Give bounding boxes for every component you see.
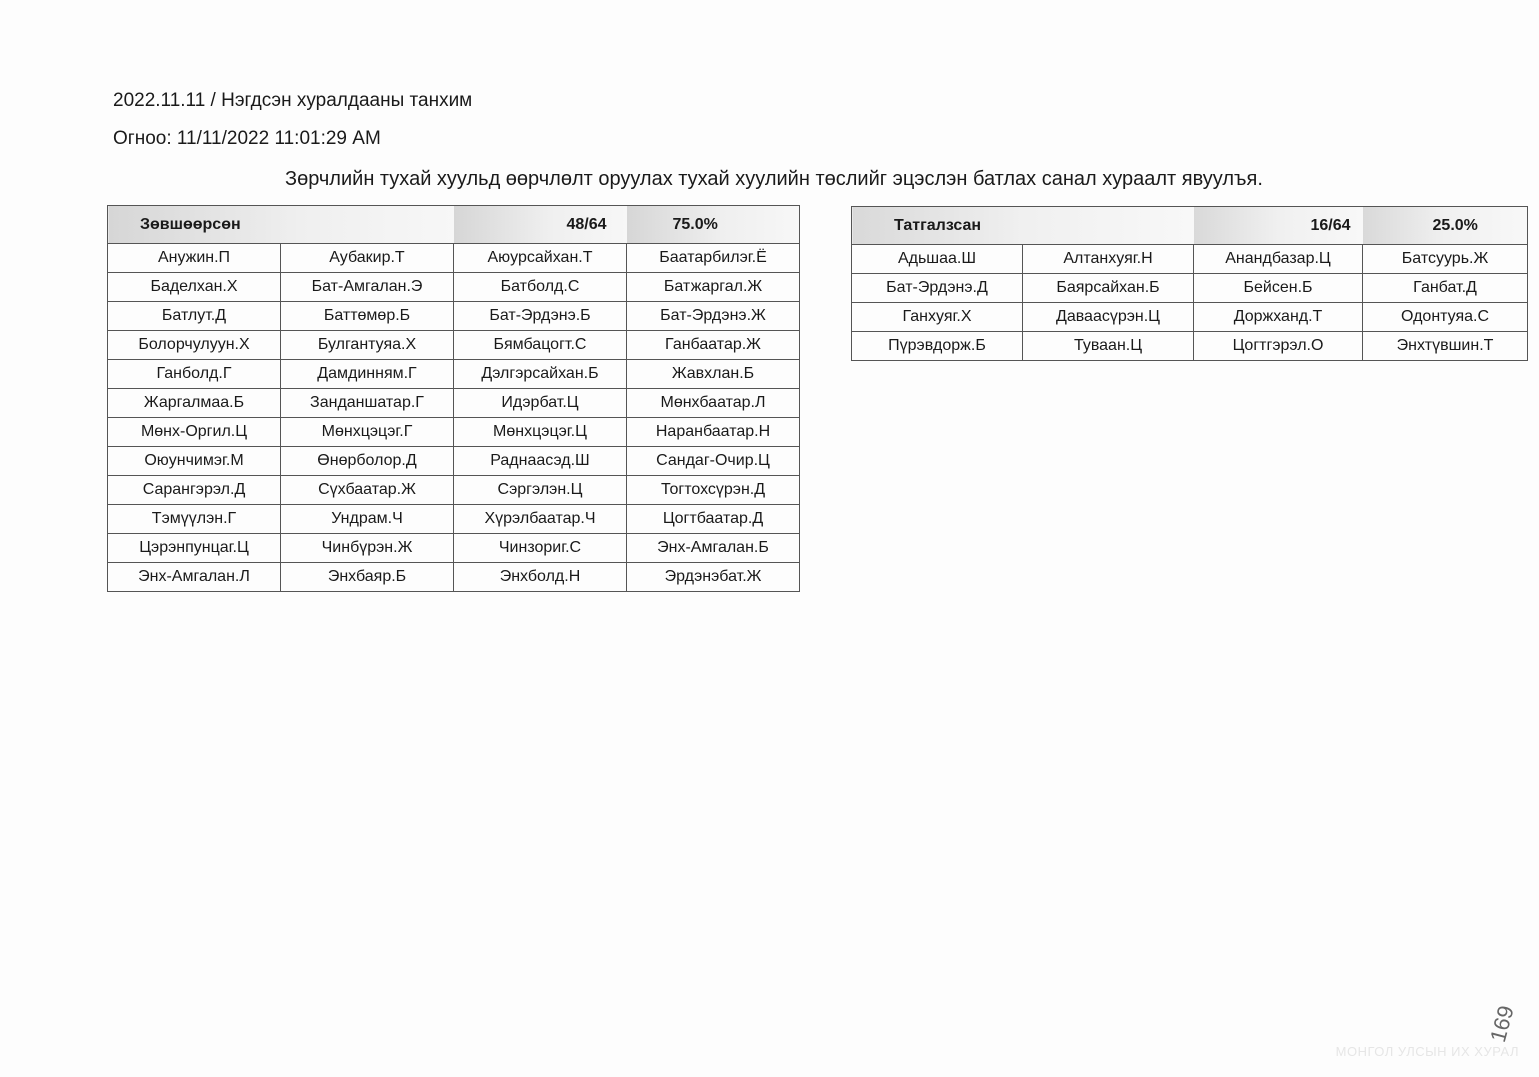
member-name-cell: Сүхбаатар.Ж (281, 476, 454, 505)
member-name-cell: Оюунчимэг.М (108, 447, 281, 476)
rejected-header (852, 207, 1528, 245)
parliament-stamp: МОНГОЛ УЛСЫН ИХ ХУРАЛ (1335, 1044, 1519, 1059)
member-name-cell: Ганбат.Д (1363, 274, 1528, 303)
table-row (108, 389, 800, 418)
vote-timestamp: Огноо: 11/11/2022 11:01:29 AM (113, 128, 381, 149)
member-name-cell: Энх-Амгалан.Б (627, 534, 800, 563)
member-name-cell: Энхболд.Н (454, 563, 627, 592)
member-name-cell: Цэрэнпунцаг.Ц (108, 534, 281, 563)
table-row (852, 332, 1528, 361)
member-name-cell: Тогтохсүрэн.Д (627, 476, 800, 505)
table-row (108, 505, 800, 534)
approved-percent: 75.0% (627, 206, 800, 244)
table-row (108, 563, 800, 592)
member-name-cell: Булгантуяа.Х (281, 331, 454, 360)
member-name-cell: Эрдэнэбат.Ж (627, 563, 800, 592)
member-name-cell: Мөнхцэцэг.Г (281, 418, 454, 447)
rejected-count: 16/64 (1194, 207, 1363, 245)
member-name-cell: Одонтуяа.С (1363, 303, 1528, 332)
member-name-cell: Бат-Эрдэнэ.Д (852, 274, 1023, 303)
member-name-cell: Жавхлан.Б (627, 360, 800, 389)
member-name-cell: Дамдинням.Г (281, 360, 454, 389)
table-row (108, 418, 800, 447)
member-name-cell: Цогтбаатар.Д (627, 505, 800, 534)
member-name-cell: Дэлгэрсайхан.Б (454, 360, 627, 389)
rejected-percent: 25.0% (1363, 207, 1528, 245)
table-row (108, 331, 800, 360)
table-row (108, 447, 800, 476)
member-name-cell: Ундрам.Ч (281, 505, 454, 534)
member-name-cell: Мөнхбаатар.Л (627, 389, 800, 418)
table-row (108, 476, 800, 505)
member-name-cell: Аубакир.Т (281, 244, 454, 273)
member-name-cell: Бат-Эрдэнэ.Б (454, 302, 627, 331)
member-name-cell: Өнөрболор.Д (281, 447, 454, 476)
member-name-cell: Тэмүүлэн.Г (108, 505, 281, 534)
member-name-cell: Даваасүрэн.Ц (1023, 303, 1194, 332)
approved-title: Зөвшөөрсөн (108, 206, 454, 244)
member-name-cell: Сарангэрэл.Д (108, 476, 281, 505)
member-name-cell: Занданшатар.Г (281, 389, 454, 418)
member-name-cell: Баделхан.Х (108, 273, 281, 302)
table-row (108, 360, 800, 389)
member-name-cell: Мөнх-Оргил.Ц (108, 418, 281, 447)
member-name-cell: Анужин.П (108, 244, 281, 273)
member-name-cell: Ганхуяг.Х (852, 303, 1023, 332)
motion-title: Зөрчлийн тухай хуульд өөрчлөлт оруулах тухай хуулийн төслийг эцэслэн батлах санал хураалт явуулъя. (285, 168, 1263, 190)
member-name-cell: Болорчулуун.Х (108, 331, 281, 360)
member-name-cell: Ганболд.Г (108, 360, 281, 389)
member-name-cell: Батжаргал.Ж (627, 273, 800, 302)
table-row (108, 273, 800, 302)
member-name-cell: Энх-Амгалан.Л (108, 563, 281, 592)
member-name-cell: Жаргалмаа.Б (108, 389, 281, 418)
member-name-cell: Бямбацогт.С (454, 331, 627, 360)
member-name-cell: Доржханд.Т (1194, 303, 1363, 332)
member-name-cell: Баттөмөр.Б (281, 302, 454, 331)
member-name-cell: Наранбаатар.Н (627, 418, 800, 447)
member-name-cell: Батлут.Д (108, 302, 281, 331)
member-name-cell: Хүрэлбаатар.Ч (454, 505, 627, 534)
rejected-table (851, 206, 1528, 361)
table-row (108, 302, 800, 331)
member-name-cell: Баатарбилэг.Ё (627, 244, 800, 273)
table-row (852, 274, 1528, 303)
member-name-cell: Энхбаяр.Б (281, 563, 454, 592)
rejected-title: Татгалзсан (852, 207, 1194, 245)
approved-count: 48/64 (454, 206, 627, 244)
member-name-cell: Баярсайхан.Б (1023, 274, 1194, 303)
member-name-cell: Ганбаатар.Ж (627, 331, 800, 360)
rejected-body (852, 245, 1528, 361)
member-name-cell: Пүрэвдорж.Б (852, 332, 1023, 361)
member-name-cell: Идэрбат.Ц (454, 389, 627, 418)
member-name-cell: Цогтгэрэл.О (1194, 332, 1363, 361)
table-row (108, 244, 800, 273)
table-row (852, 245, 1528, 274)
member-name-cell: Батболд.С (454, 273, 627, 302)
member-name-cell: Алтанхуяг.Н (1023, 245, 1194, 274)
approved-table (107, 205, 800, 592)
member-name-cell: Батсуурь.Ж (1363, 245, 1528, 274)
approved-header (108, 206, 800, 244)
table-row (108, 534, 800, 563)
member-name-cell: Туваан.Ц (1023, 332, 1194, 361)
page-number-handwritten: 169 (1485, 1002, 1519, 1045)
member-name-cell: Аюурсайхан.Т (454, 244, 627, 273)
member-name-cell: Раднаасэд.Ш (454, 447, 627, 476)
session-date-room: 2022.11.11 / Нэгдсэн хуралдааны танхим (113, 90, 473, 111)
member-name-cell: Бат-Амгалан.Э (281, 273, 454, 302)
member-name-cell: Энхтүвшин.Т (1363, 332, 1528, 361)
member-name-cell: Бейсен.Б (1194, 274, 1363, 303)
member-name-cell: Чинзориг.С (454, 534, 627, 563)
member-name-cell: Сэргэлэн.Ц (454, 476, 627, 505)
member-name-cell: Адьшаа.Ш (852, 245, 1023, 274)
member-name-cell: Мөнхцэцэг.Ц (454, 418, 627, 447)
member-name-cell: Чинбүрэн.Ж (281, 534, 454, 563)
member-name-cell: Сандаг-Очир.Ц (627, 447, 800, 476)
approved-body (108, 244, 800, 592)
member-name-cell: Анандбазар.Ц (1194, 245, 1363, 274)
table-row (852, 303, 1528, 332)
member-name-cell: Бат-Эрдэнэ.Ж (627, 302, 800, 331)
